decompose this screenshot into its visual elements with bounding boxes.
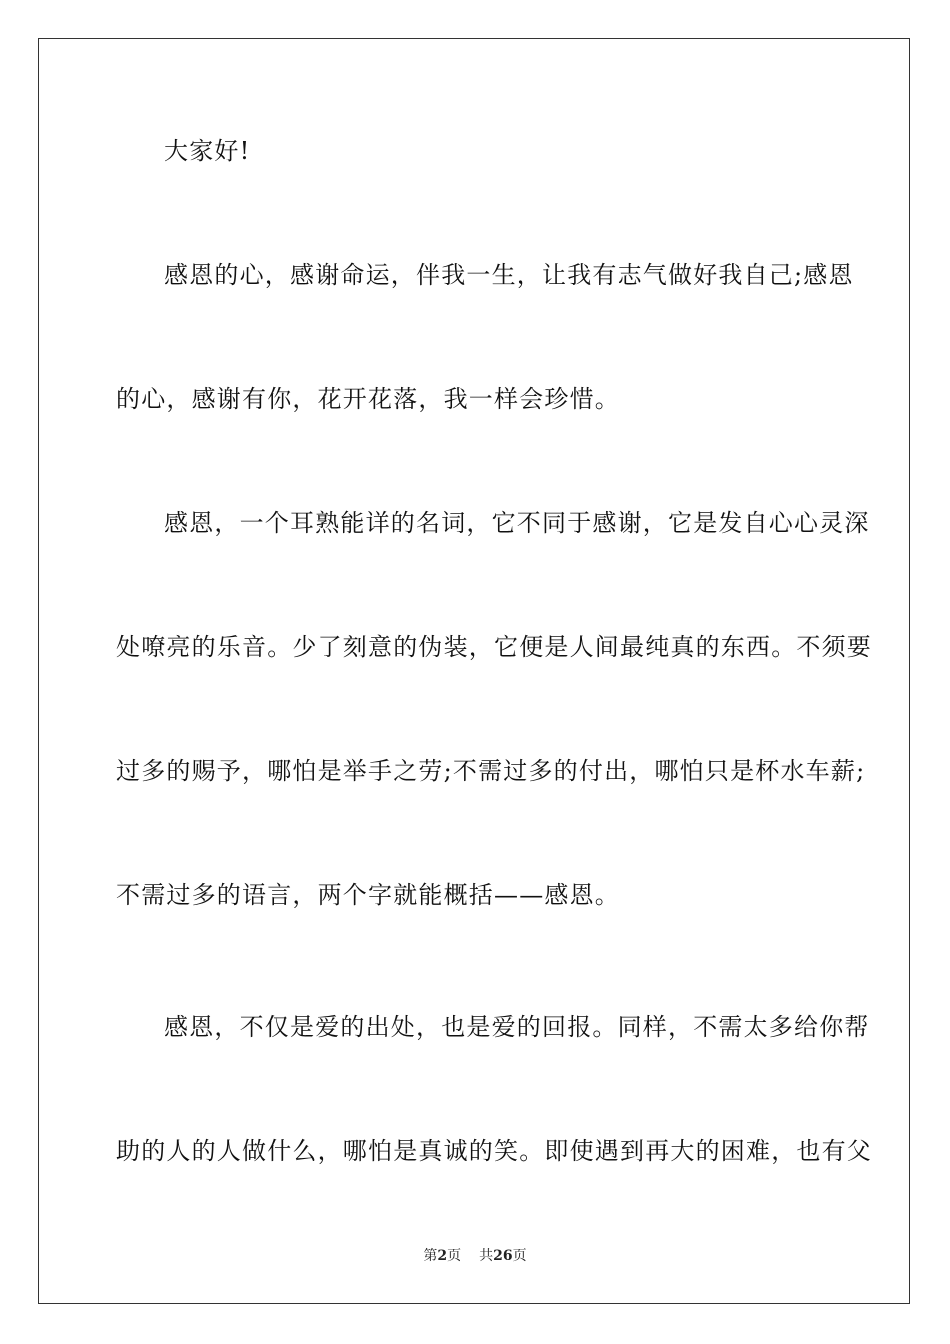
footer-total-pages: 26 (493, 1248, 513, 1264)
footer-page-prefix: 第 (423, 1248, 438, 1264)
paragraph-2-line-1: 感恩，一个耳熟能详的名词，它不同于感谢，它是发自心心灵深 (164, 509, 870, 537)
paragraph-3-line-1: 感恩，不仅是爱的出处，也是爱的回报。同样，不需太多给你帮 (164, 1013, 870, 1041)
paragraph-1-line-2: 的心，感谢有你，花开花落，我一样会珍惜。 (116, 385, 620, 413)
paragraph-3-line-2: 助的人的人做什么，哪怕是真诚的笑。即使遇到再大的困难，也有父 (116, 1137, 872, 1165)
footer-total-prefix: 共 (479, 1248, 494, 1264)
footer-total-suffix: 页 (512, 1248, 527, 1264)
footer-page-number: 2 (437, 1248, 448, 1264)
paragraph-1-line-1: 感恩的心，感谢命运，伴我一生，让我有志气做好我自己;感恩 (164, 261, 854, 289)
paragraph-2-line-2: 处嘹亮的乐音。少了刻意的伪装，它便是人间最纯真的东西。不须要 (116, 633, 872, 661)
page-border (38, 38, 910, 1304)
paragraph-2-line-4: 不需过多的语言，两个字就能概括——感恩。 (116, 881, 620, 909)
footer-page-suffix: 页 (447, 1248, 462, 1264)
page-footer (0, 1246, 950, 1266)
paragraph-2-line-3: 过多的赐予，哪怕是举手之劳;不需过多的付出，哪怕只是杯水车薪; (116, 757, 866, 785)
greeting-line: 大家好! (164, 137, 251, 165)
